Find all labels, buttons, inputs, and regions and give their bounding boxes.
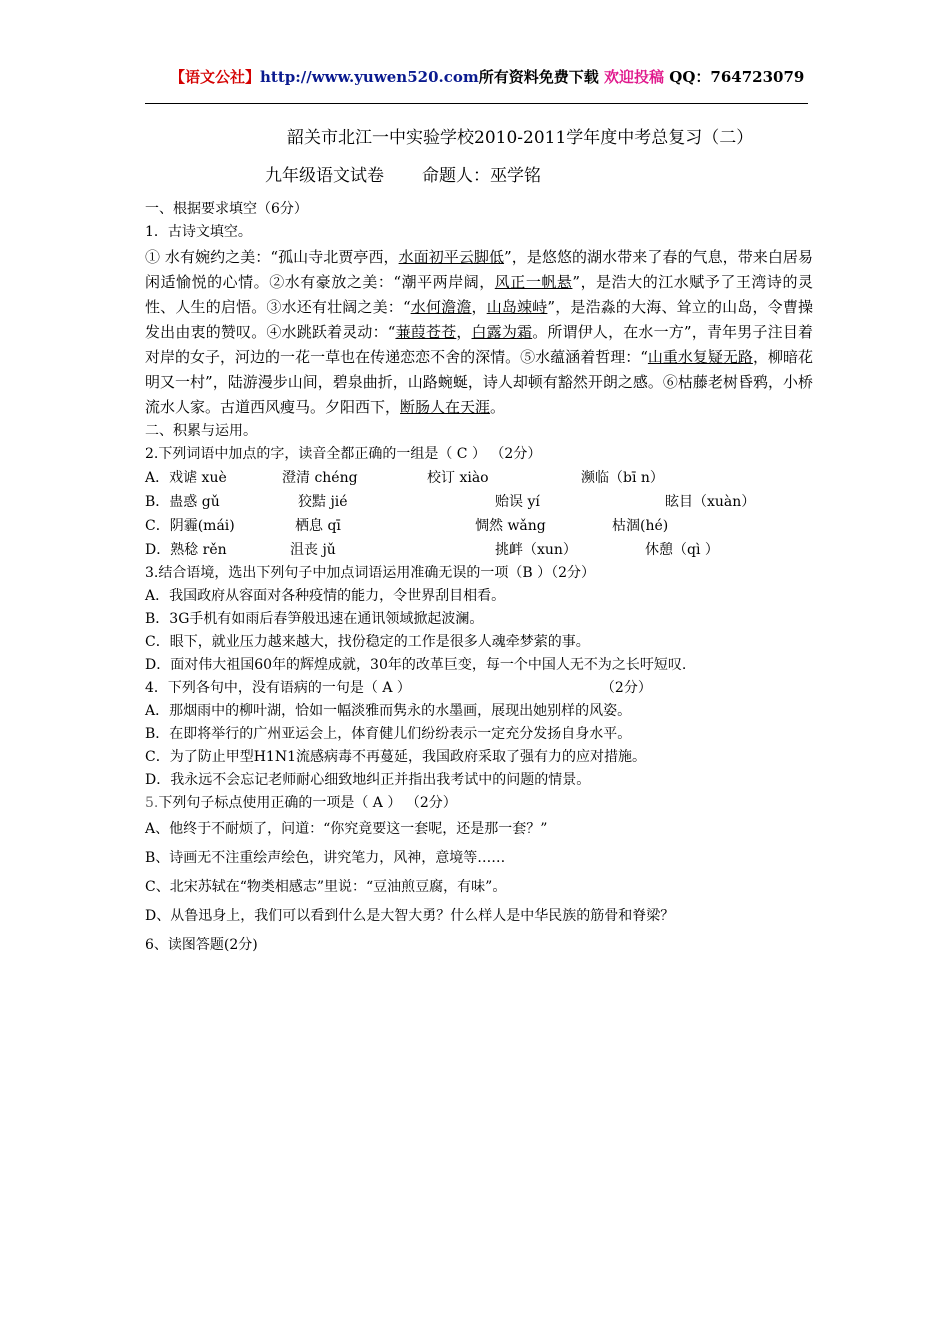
q1-label: 1．古诗文填空。 (145, 224, 252, 240)
q2-row-b: B．蛊惑 gǔ 狡黠 jié 贻误 yí 眩目（xuàn） (145, 494, 756, 510)
url-prefix[interactable]: http:// (260, 68, 312, 86)
free-download-text: 所有资料免费下载 (478, 68, 599, 86)
qq-text: QQ：764723079 (669, 68, 805, 86)
q5-option-c: C、北宋苏轼在“物类相感志”里说：“豆油煎豆腐，有味”。 (145, 879, 507, 895)
answer-3a: 水何澹澹 (410, 298, 472, 316)
answer-5: 山重水复疑无路 (647, 348, 753, 366)
q3-option-b: B．3G手机有如雨后春笋般迅速在通讯领域掀起波澜。 (145, 611, 484, 627)
q3-stem: 3.结合语境，选出下列句子中加点词语运用准确无误的一项（B ）（2分） (145, 565, 596, 581)
q4-option-a: A．那烟雨中的柳叶湖，恰如一幅淡雅而隽永的水墨画，展现出她别样的风姿。 (145, 703, 632, 719)
q6-stem: 6、读图答题(2分) (145, 937, 258, 953)
exam-subtitle (265, 161, 541, 186)
answer-4a: 蒹葭苍苍 (395, 323, 457, 341)
welcome-text: 欢迎投稿 (604, 68, 665, 86)
exam-name: 九年级语文试卷 (265, 166, 384, 186)
q2-row-a: A．戏谑 xuè 澄清 chéng 校订 xiào 濒临（bī n） (145, 470, 664, 486)
exam-author: 命题人：巫学铭 (422, 166, 541, 186)
site-header (170, 66, 805, 87)
q5-stem-line (145, 792, 813, 815)
answer-3b: 山岛竦峙 (486, 298, 548, 316)
q4-option-b: B．在即将举行的广州亚运会上，体育健儿们纷纷表示一定充分发扬自身水平。 (145, 726, 632, 742)
header-rule (145, 103, 808, 104)
q5-option-a: A、他终于不耐烦了，问道：“你究竟要这一套呢，还是那一套？” (145, 821, 548, 837)
q3-option-c: C．眼下，就业压力越来越大，找份稳定的工作是很多人魂牵梦萦的事。 (145, 634, 590, 650)
q4-stem-line (145, 677, 813, 700)
section-2-heading: 二、积累与运用。 (145, 423, 257, 439)
q4-option-c: C．为了防止甲型H1N1流感病毒不再蔓延，我国政府采取了强有力的应对措施。 (145, 749, 646, 765)
q5-number: 5. (145, 795, 159, 811)
q2-stem: 2.下列词语中加点的字，读音全都正确的一组是（ C ） （2分） (145, 446, 542, 462)
q4-stem: 4．下列各句中，没有语病的一句是（ A ） (145, 680, 411, 696)
q2-row-c: C．阴霾(mái) 栖息 qī 惆然 wǎng 枯涸(hé) (145, 518, 669, 534)
section-1-heading: 一、根据要求填空（6分） (145, 201, 308, 217)
q2-row-d: D．熟稔 rěn 沮丧 jǔ 挑衅（xun） 休憩（qì ） (145, 542, 719, 558)
url-domain[interactable]: www.yuwen520.com (311, 68, 479, 86)
q4-option-d: D．我永远不会忘记老师耐心细致地纠正并指出我考试中的问题的情景。 (145, 772, 591, 788)
answer-4b: 白露为霜 (471, 323, 533, 341)
q1-paragraph: ① 水有婉约之美：“孤山寺北贾亭西，水面初平云脚低”，是悠悠的湖水带来了春的气息，带来白居易闲适愉悦的心情。②水有豪放之美：“潮平两岸阔，风正一帆悬”，是浩大的江水赋予了王湾诗的灵性、人生的启悟。③水还有壮阔之美：“水何澹澹，山岛竦峙”，是浩淼的大海、耸立的山岛，令曹操发出由衷的赞叹。④水跳跃着灵动：“蒹葭苍苍，白露为霜。所谓伊人，在水一方”，青年男子注目着对岸的女子，河边的一花一草也在传递恋恋不舍的深情。⑤水蕴涵着哲理：“山重水复疑无路，柳暗花明又一村”，陆游漫步山间，碧泉曲折，山路蜿蜒，诗人却顿有豁然开朗之感。⑥枯藤老树昏鸦，小桥流水人家。古道西风瘦马。夕阳西下，断肠人在天涯。 (145, 248, 814, 416)
q4-score: （2分） (600, 680, 652, 696)
exam-body (145, 198, 813, 960)
answer-2: 风正一帆悬 (494, 273, 573, 291)
q5-option-b: B、诗画无不注重绘声绘色，讲究笔力，风神，意境等…… (145, 850, 506, 866)
q3-option-a: A．我国政府从容面对各种疫情的能力，令世界刮目相看。 (145, 588, 506, 604)
answer-1: 水面初平云脚低 (398, 248, 505, 266)
answer-6: 断肠人在天涯 (400, 398, 491, 416)
q5-option-d: D、从鲁迅身上，我们可以看到什么是大智大勇？什么样人是中华民族的筋骨和脊梁？ (145, 908, 675, 924)
q5-stem: 下列句子标点使用正确的一项是（ A ） （2分） (158, 795, 457, 811)
brand-label: 【语文公社】 (170, 68, 261, 86)
exam-title: 韶关市北江一中实验学校2010-2011学年度中考总复习（二） (287, 128, 754, 148)
q3-option-d: D．面对伟大祖国60年的辉煌成就，30年的改革巨变，每一个中国人无不为之长吁短叹. (145, 657, 687, 673)
